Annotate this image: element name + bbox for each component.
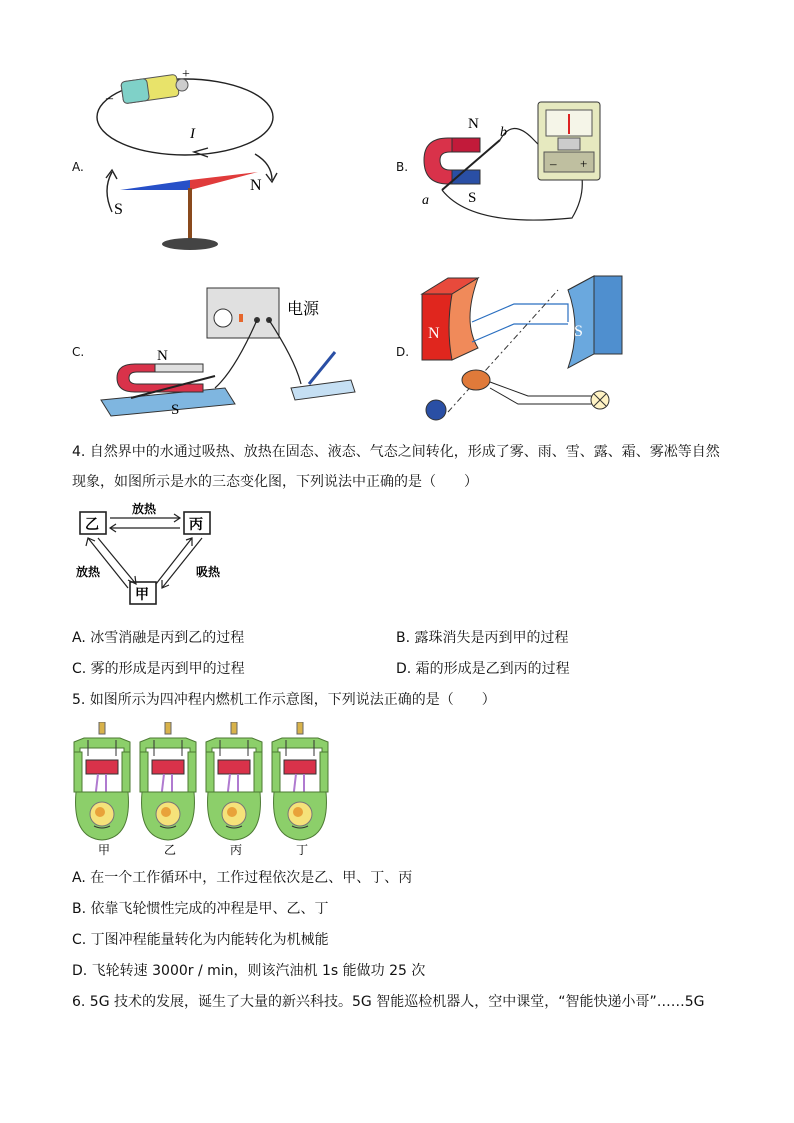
south-label-d: S bbox=[574, 323, 583, 340]
box-bing-label: 丙 bbox=[189, 517, 203, 533]
switch bbox=[291, 352, 355, 400]
south-label: S bbox=[114, 201, 123, 218]
north-label: N bbox=[250, 177, 262, 194]
current-arrow bbox=[194, 148, 208, 157]
horseshoe-magnet-c bbox=[117, 364, 203, 392]
south-magnet bbox=[568, 276, 622, 368]
battery-plus: + bbox=[182, 67, 190, 82]
three-states-diagram bbox=[76, 500, 236, 610]
engine-strokes-figure bbox=[70, 722, 340, 858]
q4-stem-line1: 4. 自然界中的水通过吸热、放热在固态、液态、气态之间转化，形成了雾、雨、雪、露、霜、雾凇等自然 bbox=[72, 444, 720, 460]
q5-option-a: A. 在一个工作循环中，工作过程依次是乙、甲、丁、丙 bbox=[72, 870, 413, 886]
needle-south-half bbox=[120, 180, 190, 190]
point-b: b bbox=[500, 125, 507, 140]
power-label: 电源 bbox=[287, 299, 320, 318]
figure-a-oersted bbox=[90, 62, 290, 262]
figure-b-induction bbox=[412, 98, 612, 233]
figure-d-generator bbox=[418, 272, 628, 430]
coil bbox=[472, 304, 568, 342]
q4-option-d: D. 霜的形成是乙到丙的过程 bbox=[396, 661, 570, 677]
north-label-d: N bbox=[428, 325, 440, 342]
south-label-c: S bbox=[171, 402, 180, 418]
q5-option-b: B. 依靠飞轮惯性完成的冲程是甲、乙、丁 bbox=[72, 901, 329, 917]
horseshoe-magnet bbox=[424, 138, 480, 184]
meter-minus: – bbox=[550, 156, 557, 171]
box-jia-label: 甲 bbox=[135, 587, 149, 603]
north-label-c: N bbox=[157, 348, 168, 364]
meter-plus: + bbox=[580, 156, 588, 171]
point-a: a bbox=[422, 193, 429, 208]
engine-label-yi: 乙 bbox=[164, 843, 177, 857]
right-arrow-label: 吸热 bbox=[196, 565, 221, 579]
north-magnet bbox=[422, 278, 478, 360]
slip-rings bbox=[462, 370, 490, 390]
left-arrow-label: 放热 bbox=[76, 565, 101, 579]
q4-option-a: A. 冰雪消融是丙到乙的过程 bbox=[72, 630, 245, 646]
q4-option-b: B. 露珠消失是丙到甲的过程 bbox=[396, 630, 569, 646]
current-label: I bbox=[190, 126, 195, 142]
q4-option-c: C. 雾的形成是丙到甲的过程 bbox=[72, 661, 245, 677]
q5-stem: 5. 如图所示为四冲程内燃机工作示意图，下列说法正确的是（ ） bbox=[72, 692, 496, 708]
option-a-label: A. bbox=[72, 160, 84, 174]
option-b-label: B. bbox=[396, 160, 409, 174]
engine-label-bing: 丙 bbox=[230, 843, 243, 857]
battery-minus: – bbox=[106, 91, 113, 106]
engine-ding bbox=[272, 722, 328, 840]
q5-option-c: C. 丁图冲程能量转化为内能转化为机械能 bbox=[72, 932, 329, 948]
crank bbox=[426, 400, 446, 420]
stand-base bbox=[162, 238, 218, 250]
q5-option-d: D. 飞轮转速 3000r / min，则该汽油机 1s 能做功 25 次 bbox=[72, 963, 426, 979]
figure-c-motor bbox=[95, 280, 365, 428]
south-label-b: S bbox=[468, 190, 477, 206]
box-yi-label: 乙 bbox=[85, 517, 99, 533]
engine-yi bbox=[140, 722, 196, 840]
q4-stem-line2: 现象，如图所示是水的三态变化图，下列说法中正确的是（ ） bbox=[72, 474, 478, 490]
galvanometer bbox=[538, 102, 600, 180]
power-supply bbox=[207, 288, 279, 338]
option-c-label: C. bbox=[72, 345, 85, 359]
engine-jia bbox=[74, 722, 130, 840]
engine-label-ding: 丁 bbox=[296, 843, 309, 857]
north-label-b: N bbox=[468, 116, 479, 132]
engine-label-jia: 甲 bbox=[98, 843, 111, 857]
needle-stand bbox=[188, 188, 192, 240]
option-d-label: D. bbox=[396, 345, 410, 359]
needle-north-half bbox=[190, 172, 258, 190]
engine-bing bbox=[206, 722, 262, 840]
q6-stem: 6. 5G 技术的发展，诞生了大量的新兴科技。5G 智能巡检机器人，空中课堂，“智能快递小哥”……5G bbox=[72, 994, 705, 1010]
top-arrow-label: 放热 bbox=[132, 502, 157, 516]
